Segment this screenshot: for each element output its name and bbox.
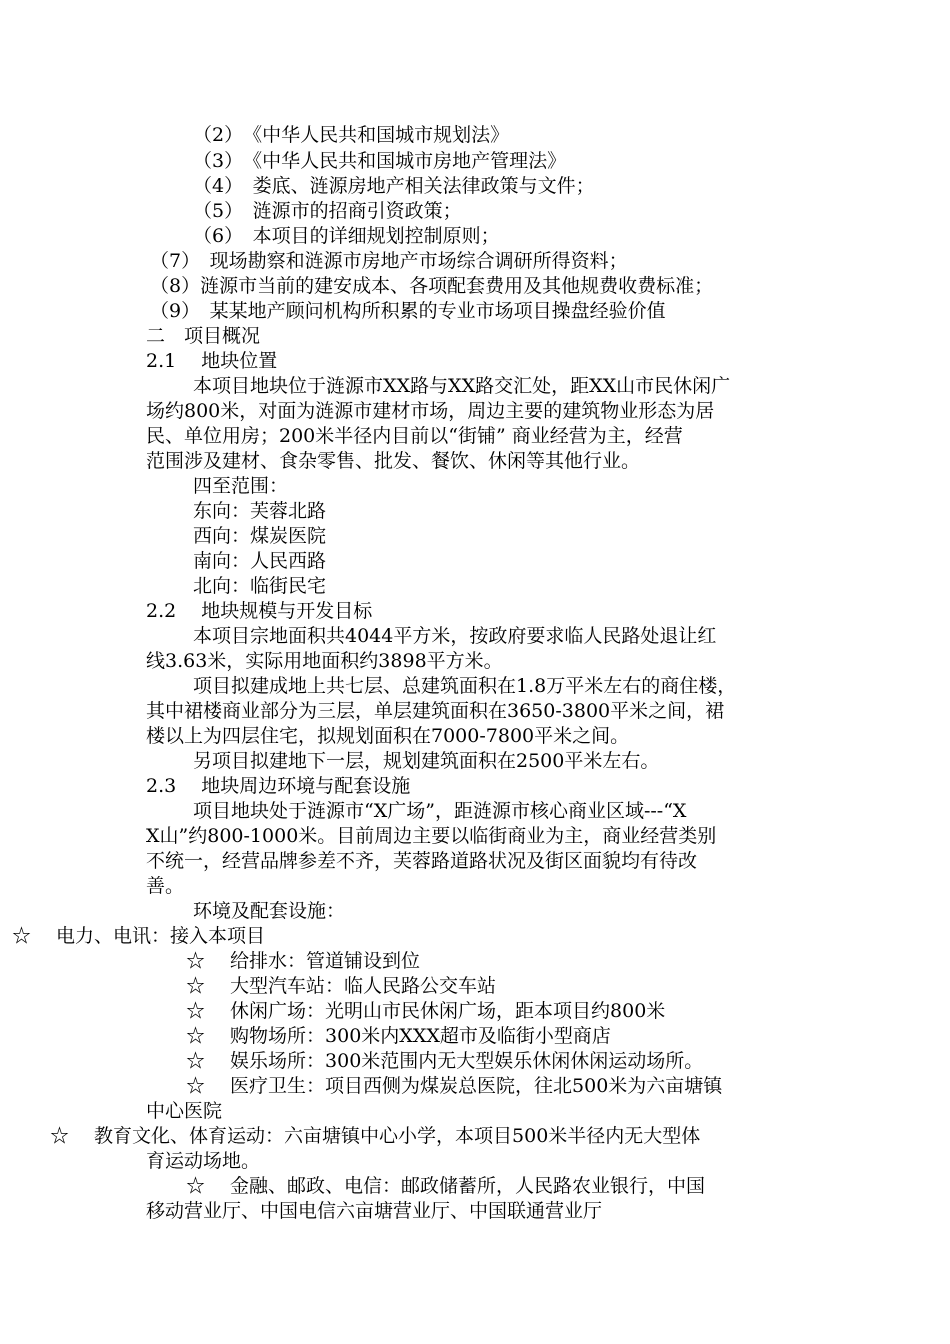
environment-title: 环境及配套设施： <box>193 900 346 922</box>
paragraph-line: 线3.63米，实际用地面积约3898平方米。 <box>146 650 503 672</box>
reference-item: （3） 《中华人民共和国城市房地产管理法》 <box>193 150 567 172</box>
facility-item: ☆ 电力、电讯：接入本项目 <box>12 925 266 947</box>
facility-item: ☆ 教育文化、体育运动：六亩塘镇中心小学，本项目500米半径内无大型体 <box>50 1125 701 1147</box>
paragraph-line: 另项目拟建地下一层，规划建筑面积在2500平米左右。 <box>193 750 660 772</box>
reference-item: （9） 某某地产顾问机构所积累的专业市场项目操盘经验价值 <box>150 300 666 322</box>
paragraph-line: 本项目宗地面积共4044平方米，按政府要求临人民路处退让红 <box>193 625 717 647</box>
subsection-heading: 2.3 地块周边环境与配套设施 <box>146 775 411 797</box>
subsection-heading: 2.1 地块位置 <box>146 350 278 372</box>
paragraph-line: 本项目地块位于涟源市XX路与XX路交汇处，距XX山市民休闲广 <box>193 375 731 397</box>
reference-item: （5） 涟源市的招商引资政策； <box>193 200 462 222</box>
facility-item: ☆ 购物场所：300米内XXX超市及临街小型商店 <box>186 1025 611 1047</box>
facility-item: ☆ 娱乐场所：300米范围内无大型娱乐休闲休闲运动场所。 <box>186 1050 704 1072</box>
facility-item: ☆ 大型汽车站：临人民路公交车站 <box>186 975 497 997</box>
paragraph-line: X山”约800-1000米。目前周边主要以临街商业为主，商业经营类别 <box>146 825 717 847</box>
subsection-heading: 2.2 地块规模与开发目标 <box>146 600 373 622</box>
paragraph-line: 民、单位用房；200米半径内目前以“街铺” 商业经营为主，经营 <box>146 425 683 447</box>
facility-item: ☆ 休闲广场：光明山市民休闲广场，距本项目约800米 <box>186 1000 666 1022</box>
facility-item: ☆ 医疗卫生：项目西侧为煤炭总医院，往北500米为六亩塘镇 <box>186 1075 723 1097</box>
reference-item: （6） 本项目的详细规划控制原则； <box>193 225 500 247</box>
facility-item-continuation: 中心医院 <box>146 1100 223 1122</box>
paragraph-line: 场约800米，对面为涟源市建材市场，周边主要的建筑物业形态为居 <box>146 400 715 422</box>
bounds-item: 南向：人民西路 <box>193 550 327 572</box>
paragraph-line: 项目地块处于涟源市“X广场”，距涟源市核心商业区域---“X <box>193 800 687 822</box>
paragraph-line: 项目拟建成地上共七层、总建筑面积在1.8万平米左右的商住楼， <box>193 675 737 697</box>
reference-item: （2） 《中华人民共和国城市规划法》 <box>193 124 510 146</box>
paragraph-line: 范围涉及建材、食杂零售、批发、餐饮、休闲等其他行业。 <box>146 450 641 472</box>
facility-item: ☆ 给排水：管道铺设到位 <box>186 950 421 972</box>
facility-item-continuation: 育运动场地。 <box>146 1150 261 1172</box>
reference-item: （7） 现场勘察和涟源市房地产市场综合调研所得资料； <box>150 250 628 272</box>
facility-item: ☆ 金融、邮政、电信：邮政储蓄所，人民路农业银行，中国 <box>186 1175 706 1197</box>
reference-item: （4） 娄底、涟源房地产相关法律政策与文件； <box>193 175 595 197</box>
reference-item: （8）涟源市当前的建安成本、各项配套费用及其他规费收费标准； <box>150 275 714 297</box>
bounds-title: 四至范围： <box>193 475 289 497</box>
paragraph-line: 善。 <box>146 875 185 897</box>
bounds-item: 北向：临街民宅 <box>193 575 327 597</box>
facility-item-continuation: 移动营业厅、中国电信六亩塘营业厅、中国联通营业厅 <box>146 1200 603 1222</box>
section-title: 二 项目概况 <box>146 325 261 347</box>
bounds-item: 东向：芙蓉北路 <box>193 500 327 522</box>
paragraph-line: 楼以上为四层住宅，拟规划面积在7000-7800平米之间。 <box>146 725 630 747</box>
paragraph-line: 不统一，经营品牌参差不齐，芙蓉路道路状况及街区面貌均有待改 <box>146 850 698 872</box>
bounds-item: 西向：煤炭医院 <box>193 525 327 547</box>
paragraph-line: 其中裙楼商业部分为三层，单层建筑面积在3650-3800平米之间，裙 <box>146 700 725 722</box>
